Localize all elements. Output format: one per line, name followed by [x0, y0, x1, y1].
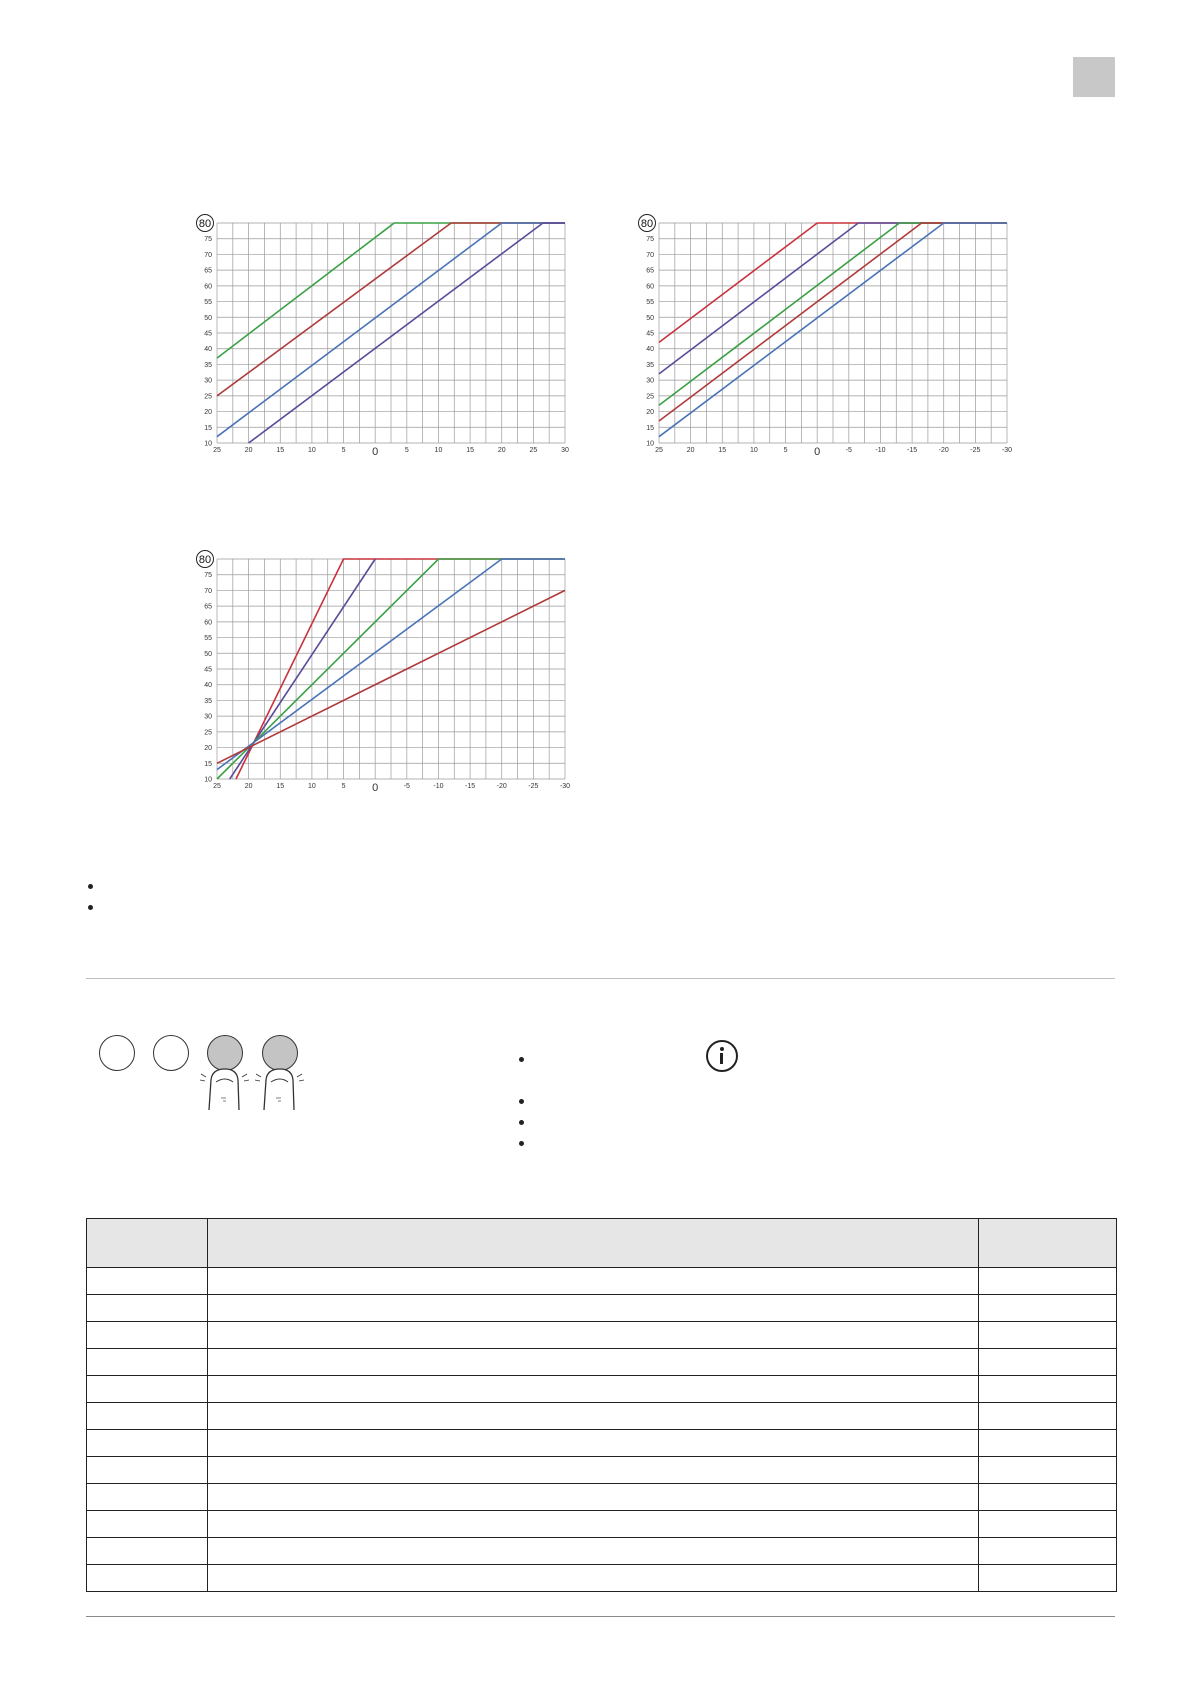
- list-item: [519, 1134, 719, 1155]
- y-tick-label: 40: [204, 682, 212, 690]
- y-tick-label: 75: [204, 572, 212, 580]
- y-tick-label: 20: [204, 409, 212, 417]
- y-tick-label: 65: [204, 603, 212, 611]
- y-tick-label: 10: [204, 776, 212, 784]
- table-cell: [979, 1349, 1117, 1376]
- table-header-cell: [87, 1219, 208, 1268]
- section-divider: [86, 978, 1115, 979]
- y-tick-label: 10: [646, 440, 654, 448]
- y-tick-label: 15: [646, 424, 654, 432]
- table-header-cell: [208, 1219, 979, 1268]
- table-row: [87, 1484, 1117, 1511]
- x-tick-label: 10: [308, 447, 316, 454]
- table-cell: [208, 1349, 979, 1376]
- y-tick-label: 75: [646, 236, 654, 244]
- table-cell: [87, 1538, 208, 1565]
- table-cell: [979, 1295, 1117, 1322]
- x-tick-label: -25: [528, 783, 539, 790]
- table-header-cell: [979, 1219, 1117, 1268]
- table-row: [87, 1430, 1117, 1457]
- x-tick-label: 20: [244, 783, 253, 790]
- table-cell: [979, 1511, 1117, 1538]
- x-tick-label: -15: [907, 447, 918, 454]
- table-row: [87, 1322, 1117, 1349]
- table-row: [87, 1268, 1117, 1295]
- button-press-illustration: [95, 1030, 315, 1110]
- y-tick-label: 45: [204, 330, 212, 338]
- y-tick-label: 80: [198, 554, 212, 566]
- y-tick-label: 60: [204, 283, 212, 291]
- x-tick-label: 25: [213, 783, 221, 790]
- x-tick-label: 20: [244, 447, 253, 454]
- x-tick-label: 25: [529, 447, 538, 454]
- info-icon: [706, 1040, 738, 1072]
- list-item: [519, 1050, 719, 1092]
- y-tick-label: 70: [646, 251, 654, 259]
- y-tick-label: 30: [204, 713, 212, 721]
- y-tick-label: 50: [204, 314, 212, 322]
- table-cell: [979, 1322, 1117, 1349]
- x-tick-label: 25: [655, 447, 663, 454]
- x-tick-label: 15: [276, 447, 285, 454]
- y-tick-label: 50: [204, 650, 212, 658]
- page-tab-marker: [1073, 57, 1115, 97]
- table-cell: [208, 1484, 979, 1511]
- y-tick-label: 75: [204, 236, 212, 244]
- table-cell: [87, 1457, 208, 1484]
- y-tick-label: 80: [640, 218, 654, 230]
- table-cell: [87, 1565, 208, 1592]
- table-cell: [979, 1457, 1117, 1484]
- button-1-icon: [99, 1035, 135, 1071]
- y-tick-label: 25: [204, 393, 212, 401]
- heating-curve-chart-1: [195, 210, 575, 460]
- table-row: [87, 1403, 1117, 1430]
- x-tick-label: 5: [783, 447, 788, 454]
- x-tick-label: -10: [875, 447, 886, 454]
- x-tick-label: 15: [466, 447, 474, 454]
- list-item: [519, 1113, 719, 1134]
- table-cell: [208, 1457, 979, 1484]
- x-tick-label: 5: [341, 447, 346, 454]
- x-tick-label: -30: [1001, 447, 1013, 454]
- heating-curve-chart-3: [195, 546, 575, 796]
- button-2-icon: [153, 1035, 189, 1071]
- x-tick-label: -20: [938, 447, 949, 454]
- y-tick-label: 35: [204, 361, 212, 369]
- y-tick-label: 35: [204, 697, 212, 705]
- table-cell: [979, 1430, 1117, 1457]
- list-item: [519, 1092, 719, 1113]
- table-cell: [208, 1268, 979, 1295]
- x-tick-label: 10: [750, 447, 758, 454]
- y-tick-label: 40: [204, 346, 212, 354]
- y-tick-label: 65: [646, 267, 654, 275]
- x-tick-label: -25: [970, 447, 981, 454]
- table-cell: [208, 1295, 979, 1322]
- y-tick-label: 50: [646, 314, 654, 322]
- bullet-list-info: [519, 1050, 719, 1155]
- table-cell: [208, 1322, 979, 1349]
- y-tick-label: 55: [204, 635, 212, 643]
- table-cell: [87, 1484, 208, 1511]
- y-tick-label: 70: [204, 587, 212, 595]
- y-tick-label: 35: [646, 361, 654, 369]
- table-cell: [87, 1403, 208, 1430]
- table-cell: [208, 1538, 979, 1565]
- x-tick-label: -10: [433, 783, 444, 790]
- table-row: [87, 1295, 1117, 1322]
- table-cell: [979, 1376, 1117, 1403]
- table-cell: [87, 1511, 208, 1538]
- table-header-row: [87, 1219, 1117, 1268]
- table-cell: [979, 1484, 1117, 1511]
- table-cell: [208, 1403, 979, 1430]
- x-tick-label: 0: [372, 782, 379, 794]
- y-tick-label: 20: [204, 745, 212, 753]
- table-cell: [87, 1268, 208, 1295]
- table-row: [87, 1565, 1117, 1592]
- heating-curve-chart-2: [637, 210, 1017, 460]
- y-tick-label: 15: [204, 760, 212, 768]
- y-tick-label: 30: [204, 377, 212, 385]
- x-tick-label: 25: [213, 447, 221, 454]
- x-tick-label: 5: [404, 447, 409, 454]
- table-cell: [979, 1403, 1117, 1430]
- y-tick-label: 10: [204, 440, 212, 448]
- x-tick-label: 15: [276, 783, 285, 790]
- table-cell: [87, 1295, 208, 1322]
- list-item: [88, 877, 488, 898]
- table-cell: [87, 1376, 208, 1403]
- y-tick-label: 25: [646, 393, 654, 401]
- y-tick-label: 65: [204, 267, 212, 275]
- x-tick-label: 0: [814, 446, 821, 458]
- table-cell: [87, 1322, 208, 1349]
- table-row: [87, 1457, 1117, 1484]
- table-cell: [87, 1430, 208, 1457]
- y-tick-label: 60: [204, 619, 212, 627]
- x-tick-label: 15: [718, 447, 727, 454]
- y-tick-label: 25: [204, 729, 212, 737]
- x-tick-label: 10: [434, 447, 443, 454]
- y-tick-label: 70: [204, 251, 212, 259]
- y-tick-label: 55: [204, 299, 212, 307]
- y-tick-label: 30: [646, 377, 654, 385]
- x-tick-label: 0: [372, 446, 379, 458]
- x-tick-label: -20: [496, 783, 507, 790]
- finger-press-icon: [250, 1058, 310, 1113]
- table-cell: [979, 1268, 1117, 1295]
- x-tick-label: 10: [308, 783, 316, 790]
- y-tick-label: 20: [646, 409, 654, 417]
- y-tick-label: 15: [204, 424, 212, 432]
- table-cell: [979, 1565, 1117, 1592]
- x-tick-label: 20: [497, 447, 506, 454]
- y-tick-label: 80: [198, 218, 212, 230]
- x-tick-label: -15: [465, 783, 476, 790]
- y-tick-label: 60: [646, 283, 654, 291]
- table-row: [87, 1511, 1117, 1538]
- table-cell: [979, 1538, 1117, 1565]
- list-item: [88, 898, 488, 919]
- x-tick-label: 30: [561, 447, 569, 454]
- table-body: [87, 1268, 1117, 1592]
- parameter-table: [86, 1218, 1117, 1592]
- x-tick-label: -30: [559, 783, 571, 790]
- table-cell: [208, 1511, 979, 1538]
- table-row: [87, 1349, 1117, 1376]
- table-cell: [208, 1376, 979, 1403]
- x-tick-label: -5: [845, 447, 852, 454]
- x-tick-label: -5: [403, 783, 410, 790]
- table-cell: [208, 1565, 979, 1592]
- table-cell: [87, 1349, 208, 1376]
- y-tick-label: 45: [204, 666, 212, 674]
- bullet-list-top: [88, 877, 488, 919]
- y-tick-label: 40: [646, 346, 654, 354]
- y-tick-label: 55: [646, 299, 654, 307]
- finger-press-icon: [195, 1058, 255, 1113]
- x-tick-label: 5: [341, 783, 346, 790]
- table-cell: [208, 1430, 979, 1457]
- table-row: [87, 1376, 1117, 1403]
- x-tick-label: 20: [686, 447, 695, 454]
- footer-divider: [86, 1616, 1115, 1617]
- y-tick-label: 45: [646, 330, 654, 338]
- table-row: [87, 1538, 1117, 1565]
